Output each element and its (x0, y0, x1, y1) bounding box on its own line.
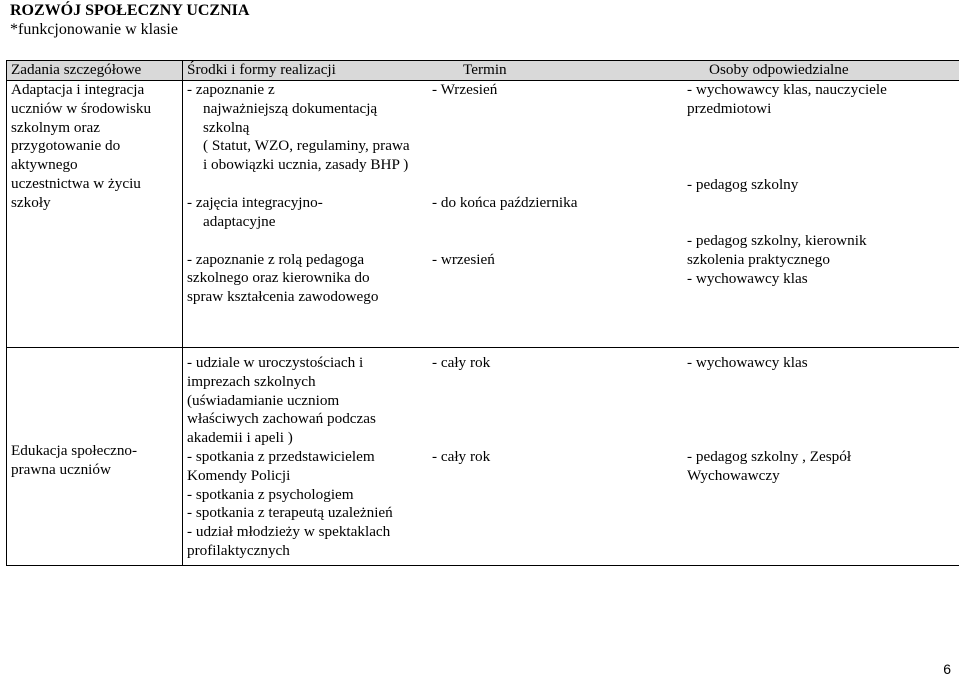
table-row (7, 348, 959, 566)
means-line: (uświadamianie uczniom (187, 391, 340, 409)
column-header-term: Termin (428, 61, 683, 81)
means-line: - udziale w uroczystościach i (187, 354, 364, 371)
means-line: - zapoznanie z rolą pedagoga (187, 250, 365, 268)
means-cell (183, 81, 429, 348)
responsible-line: przedmiotowi (687, 99, 772, 117)
task-cell (7, 81, 183, 348)
term-cell (428, 348, 683, 566)
means-line: - zapoznanie z (187, 81, 275, 98)
column-header-means: Środki i formy realizacji (183, 61, 429, 81)
task-line: przygotowanie do (11, 137, 121, 155)
task-line: aktywnego (11, 156, 78, 174)
task-line: szkolnym oraz (11, 118, 100, 136)
responsible-line: - wychowawcy klas (687, 354, 808, 371)
column-header-responsible: Osoby odpowiedzialne (683, 61, 959, 81)
means-line: profilaktycznych (187, 541, 290, 559)
means-line: szkolną (203, 118, 250, 136)
column-header-tasks: Zadania szczegółowe (7, 61, 183, 81)
means-line: - spotkania z psychologiem (187, 485, 354, 503)
task-line: prawna uczniów (11, 460, 111, 478)
responsible-cell (683, 348, 959, 566)
means-line: adaptacyjne (203, 212, 276, 230)
term-line: - Wrzesień (432, 81, 498, 98)
means-line: akademii i apeli ) (187, 429, 293, 447)
term-cell (428, 81, 683, 348)
page-title: ROZWÓJ SPOŁECZNY UCZNIA (10, 2, 250, 19)
means-line: imprezach szkolnych (187, 372, 316, 390)
means-line: właściwych zachowań podczas (187, 410, 376, 428)
page-subtitle: *funkcjonowanie w klasie (10, 21, 178, 38)
page-number: 6 (943, 661, 951, 677)
means-line: szkolnego oraz kierownika do (187, 269, 370, 287)
task-line: Adaptacja i integracja (11, 81, 145, 98)
task-line: Edukacja społeczno- (11, 442, 138, 459)
means-line: - zajęcia integracyjno- (187, 193, 323, 211)
table-header-row (7, 61, 959, 81)
means-line: i obowiązki ucznia, zasady BHP ) (203, 156, 409, 174)
term-line: - cały rok (432, 447, 491, 465)
responsible-line: - wychowawcy klas (687, 269, 808, 287)
task-line: uczestnictwa w życiu (11, 174, 141, 192)
means-line: - spotkania z przedstawicielem (187, 447, 375, 465)
means-line: spraw kształcenia zawodowego (187, 288, 379, 306)
responsible-line: szkolenia praktycznego (687, 251, 830, 269)
term-line: - wrzesień (432, 250, 495, 268)
table-row (7, 81, 959, 348)
responsible-line: - pedagog szkolny (687, 175, 799, 193)
means-line: ( Statut, WZO, regulaminy, prawa (203, 137, 410, 155)
means-line: najważniejszą dokumentacją (203, 99, 378, 117)
responsible-line: Wychowawczy (687, 466, 780, 484)
means-line: Komendy Policji (187, 466, 291, 484)
task-line: szkoły (11, 193, 51, 211)
responsible-line: - pedagog szkolny, kierownik (687, 232, 867, 250)
term-line: - do końca października (432, 193, 578, 211)
means-line: - udział młodzieży w spektaklach (187, 523, 391, 541)
responsible-cell (683, 81, 959, 348)
means-line: - spotkania z terapeutą uzależnień (187, 504, 393, 522)
means-cell (183, 348, 429, 566)
term-line: - cały rok (432, 354, 491, 371)
responsible-line: - pedagog szkolny , Zespół (687, 447, 852, 465)
task-line: uczniów w środowisku (11, 99, 152, 117)
responsible-line: - wychowawcy klas, nauczyciele (687, 81, 887, 98)
plan-table (6, 60, 959, 566)
task-cell (7, 348, 183, 566)
